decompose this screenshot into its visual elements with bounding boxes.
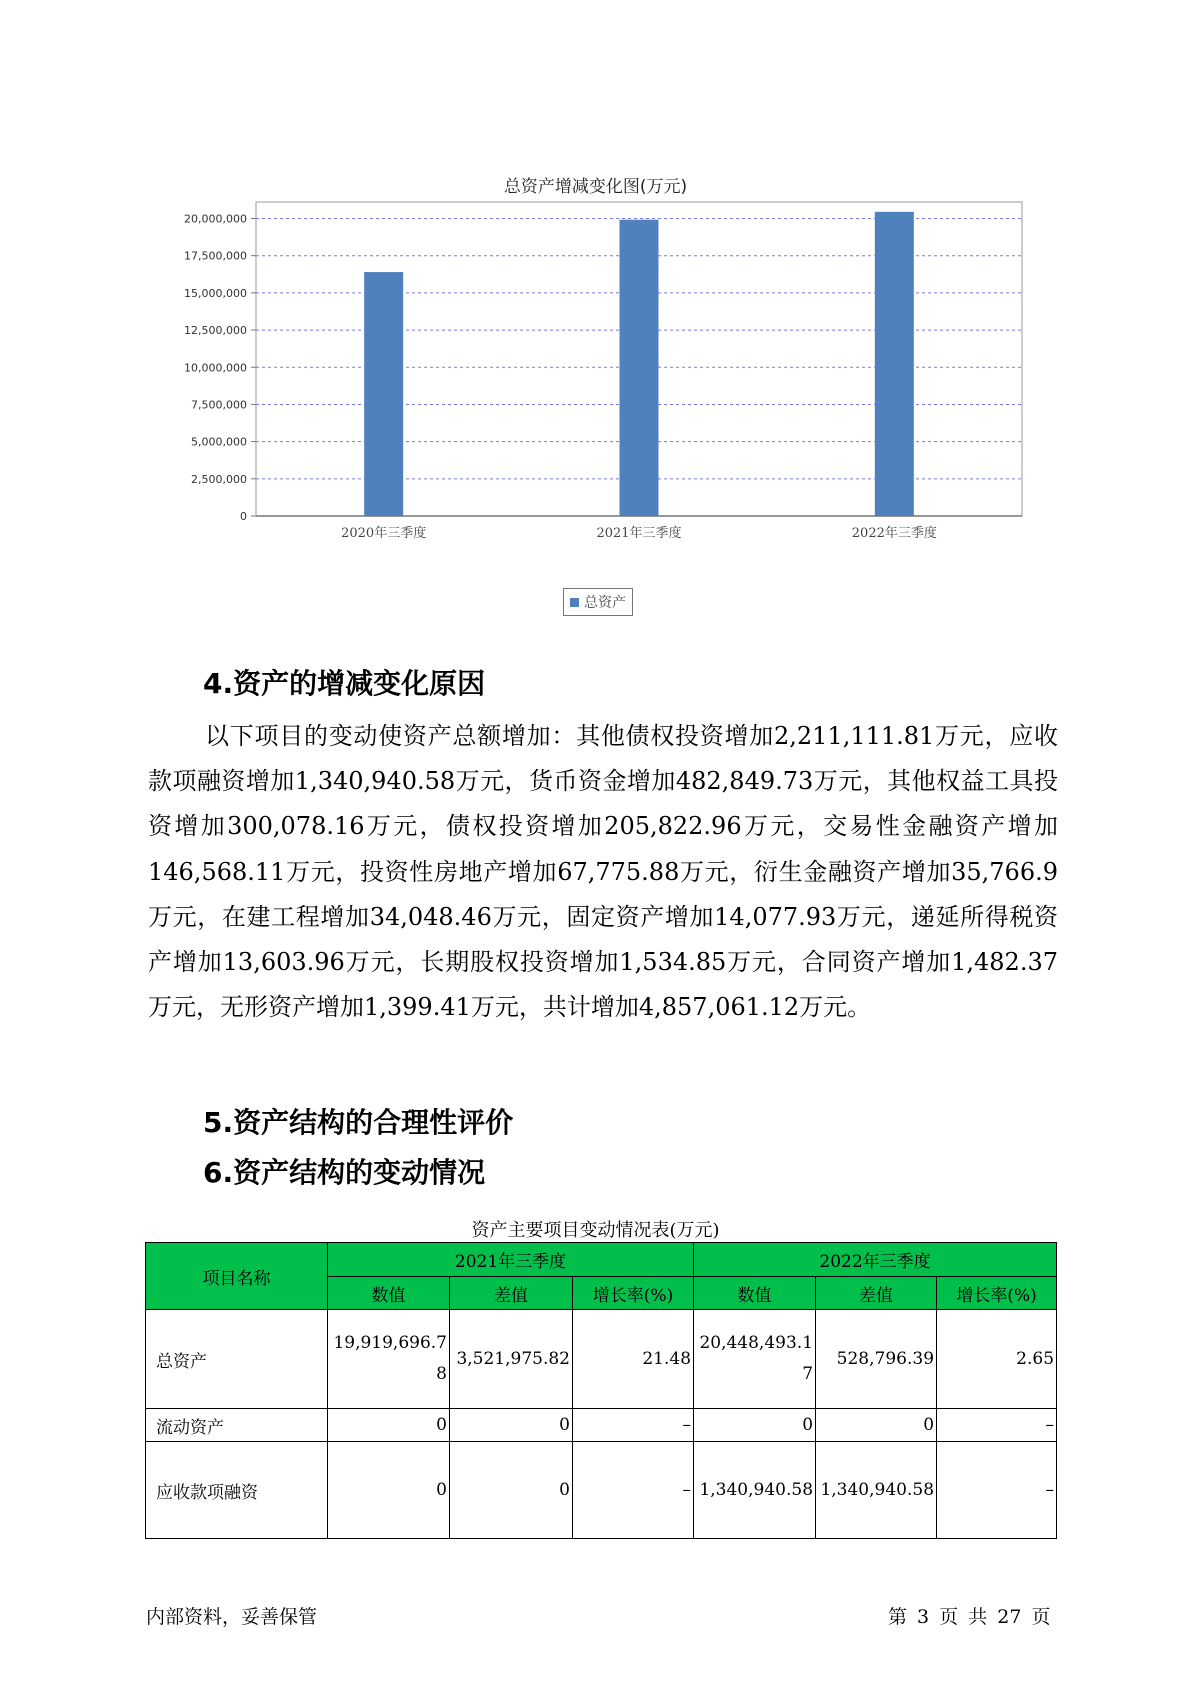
cell-rate: – bbox=[937, 1409, 1057, 1442]
cell-diff: 1,340,940.58 bbox=[816, 1442, 937, 1539]
header-period-2022: 2022年三季度 bbox=[694, 1243, 1057, 1277]
header-diff: 差值 bbox=[450, 1277, 573, 1310]
cell-value: 0 bbox=[328, 1409, 450, 1442]
header-rate: 增长率(%) bbox=[937, 1277, 1057, 1310]
cell-value: 0 bbox=[328, 1442, 450, 1539]
x-tick-label: 2021年三季度 bbox=[596, 526, 682, 541]
table-row bbox=[146, 1409, 1057, 1442]
y-tick-label: 20,000,000 bbox=[184, 212, 247, 226]
cell-rate: 2.65 bbox=[937, 1310, 1057, 1409]
cell-rate: 21.48 bbox=[573, 1310, 694, 1409]
x-tick-label: 2022年三季度 bbox=[851, 526, 937, 541]
footer-page-number: 第 3 页 共 27 页 bbox=[888, 1606, 1051, 1628]
x-tick-label: 2020年三季度 bbox=[341, 526, 427, 541]
cell-diff: 0 bbox=[450, 1409, 573, 1442]
header-rate: 增长率(%) bbox=[573, 1277, 694, 1310]
chart-legend bbox=[563, 588, 633, 616]
cell-diff: 0 bbox=[450, 1442, 573, 1539]
asset-change-paragraph: 以下项目的变动使资产总额增加：其他债权投资增加2,211,111.81万元，应收款项融资增加1,340,940.58万元，货币资金增加482,849.73万元，其他权益工具投资增加300,078.16万元，债权投资增加205,822.96万元，交易性金融资产增加146,568.11万元，投资性房地产增加67,775.88万元，衍生金融资产增加35,766.9万元，在建工程增加34,048.46万元，固定资产增加14,077.93万元，递延所得税资产增加13,603.96万元，长期股权投资增加1,534.85万元，合同资产增加1,482.37万元，无形资产增加1,399.41万元，共计增加4,857,061.12万元。 bbox=[148, 722, 1058, 1022]
y-tick-label: 12,500,000 bbox=[184, 324, 247, 338]
cell-diff: 3,521,975.82 bbox=[450, 1310, 573, 1409]
cell-value: 0 bbox=[694, 1409, 816, 1442]
heading-structure-evaluation: 5.资产结构的合理性评价 bbox=[203, 1106, 514, 1139]
header-value: 数值 bbox=[694, 1277, 816, 1310]
legend-label: 总资产 bbox=[584, 595, 626, 611]
footer-confidential-note: 内部资料，妥善保管 bbox=[146, 1606, 318, 1628]
bar-chart bbox=[150, 200, 1030, 580]
heading-structure-change: 6.资产结构的变动情况 bbox=[203, 1156, 486, 1189]
table-caption: 资产主要项目变动情况表(万元) bbox=[471, 1220, 720, 1241]
table-row bbox=[146, 1310, 1057, 1409]
row-label: 应收款项融资 bbox=[146, 1442, 328, 1539]
bar bbox=[364, 272, 403, 516]
cell-value: 19,919,696.78 bbox=[328, 1310, 450, 1409]
cell-value: 20,448,493.17 bbox=[694, 1310, 816, 1409]
header-diff: 差值 bbox=[816, 1277, 937, 1310]
row-label: 流动资产 bbox=[146, 1409, 328, 1442]
asset-change-table bbox=[145, 1242, 1057, 1539]
legend-swatch bbox=[570, 598, 579, 607]
y-tick-label: 2,500,000 bbox=[191, 472, 247, 486]
cell-diff: 0 bbox=[816, 1409, 937, 1442]
y-tick-label: 7,500,000 bbox=[191, 398, 247, 412]
y-tick-label: 15,000,000 bbox=[184, 286, 247, 300]
cell-diff: 528,796.39 bbox=[816, 1310, 937, 1409]
header-value: 数值 bbox=[328, 1277, 450, 1310]
cell-rate: – bbox=[573, 1409, 694, 1442]
row-label: 总资产 bbox=[146, 1310, 328, 1409]
bar bbox=[620, 220, 659, 516]
heading-asset-change-reasons: 4.资产的增减变化原因 bbox=[203, 667, 486, 700]
y-tick-label: 0 bbox=[240, 510, 247, 523]
y-tick-label: 17,500,000 bbox=[184, 249, 247, 263]
bar bbox=[875, 212, 914, 516]
header-item-name: 项目名称 bbox=[146, 1243, 328, 1310]
y-tick-label: 10,000,000 bbox=[184, 361, 247, 375]
cell-rate: – bbox=[573, 1442, 694, 1539]
header-period-2021: 2021年三季度 bbox=[328, 1243, 694, 1277]
table-row bbox=[146, 1442, 1057, 1539]
cell-rate: – bbox=[937, 1442, 1057, 1539]
chart-title: 总资产增减变化图(万元) bbox=[503, 177, 688, 197]
y-tick-label: 5,000,000 bbox=[191, 435, 247, 449]
cell-value: 1,340,940.58 bbox=[694, 1442, 816, 1539]
